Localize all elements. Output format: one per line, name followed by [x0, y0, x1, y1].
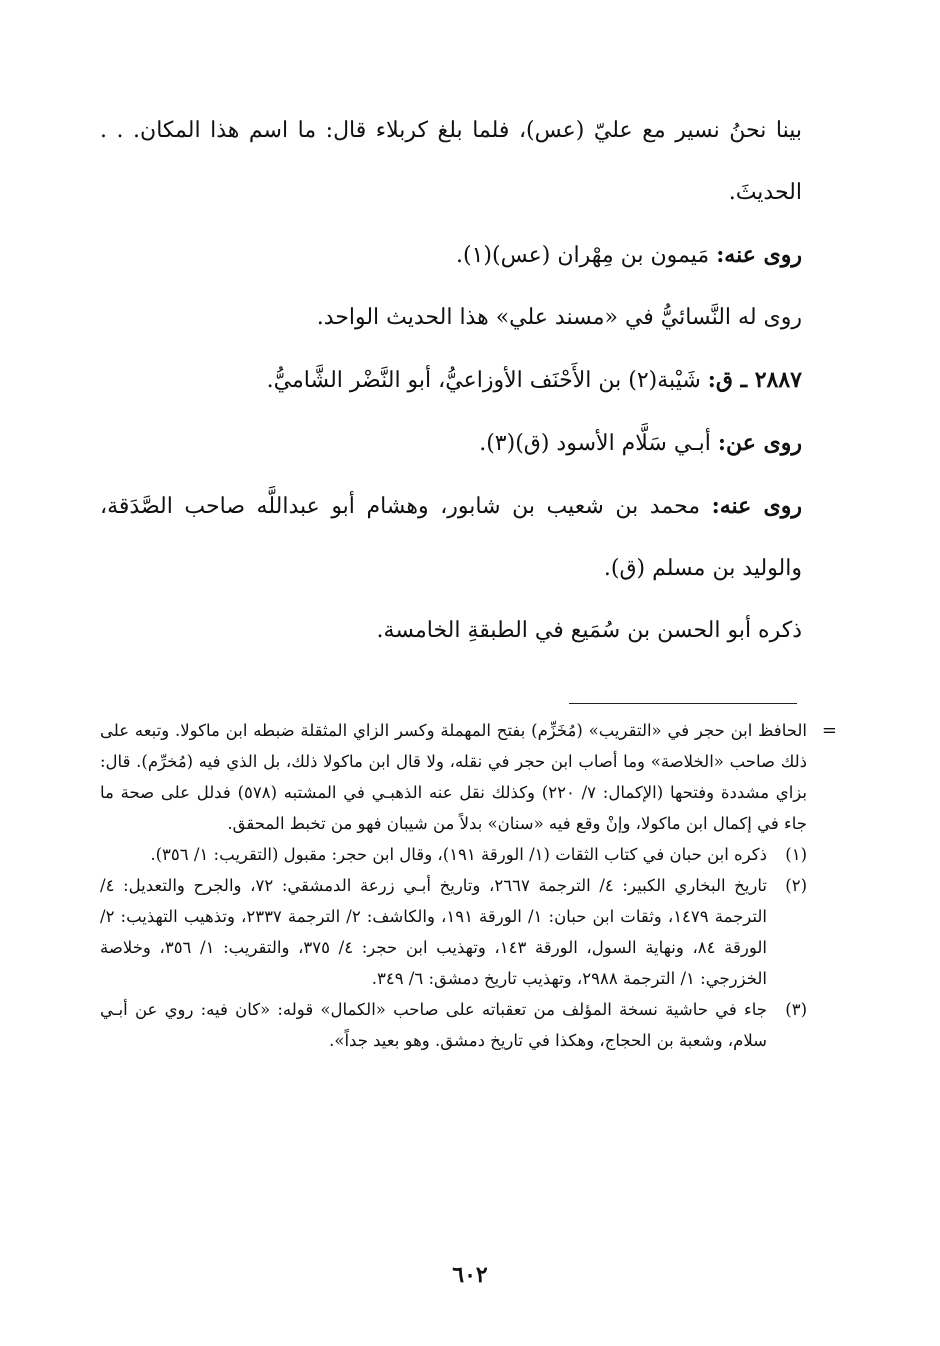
footnote-3-marker: (٣) — [785, 1000, 807, 1019]
entry-heading-text: شَيْبة(٢) بن الأَحْنَف الأوزاعيُّ، أبو النَّضْر الشَّاميُّ. — [266, 368, 701, 393]
paragraph-5-label: روى عن: — [717, 430, 802, 456]
footnote-separator — [569, 703, 797, 704]
entry-heading — [100, 349, 802, 412]
footnote-2-marker: (٢) — [785, 876, 807, 895]
main-text — [100, 100, 802, 662]
footnotes — [100, 715, 837, 1056]
page-number: ٦٠٢ — [452, 1262, 488, 1288]
paragraph-6-text: محمد بن شعيب بن شابور، وهشام أبو عبداللَّه صاحب الصَّدَقة، والوليد بن مسلم (ق). — [100, 494, 802, 581]
paragraph-5 — [100, 412, 802, 475]
paragraph-5-text: أبـي سَلَّام الأسود (ق)(٣). — [479, 431, 711, 456]
paragraph-6 — [100, 475, 802, 600]
paragraph-2-label: روى عنه: — [716, 242, 802, 268]
footnote-continuation — [100, 715, 807, 839]
footnote-1 — [100, 839, 807, 870]
footnote-continuation-text: الحافظ ابن حجر في «التقريب» (مُخَزِّم) بفتح المهملة وكسر الزاي المثقلة ضبطه ابن ماكولا. وتبعه على ذلك صاحب «الخلاصة» وما أصاب ابن حجر في نقله، ولا قال ابن ماكولا ذلك، بل الذي فيه (مُخرِّم). قال: بزاي مشددة وفتحها (الإكمال: ٧/ ٢٢٠) وكذلك نقل عنه الذهبـي في المشتبه (٥٧٨) فدلل على صحة ما جاء في إكمال ابن ماكولا، وإنْ وقع فيه «سنان» بدلاً من شيبان فهو من تخبط المحقق. — [100, 721, 808, 833]
footnote-3 — [100, 994, 807, 1056]
entry-number-label: ٢٨٨٧ ـ ق: — [707, 367, 802, 393]
paragraph-1 — [100, 100, 802, 224]
continuation-mark: = — [821, 720, 837, 741]
footnote-1-marker: (١) — [785, 845, 807, 864]
paragraph-7-text: ذكره أبو الحسن بن سُمَيع في الطبقةِ الخامسة. — [376, 618, 802, 643]
paragraph-3 — [100, 287, 802, 349]
paragraph-2-text: مَيمون بن مِهْران (عس)(١). — [456, 243, 710, 268]
footnote-1-text: ذكره ابن حبان في كتاب الثقات (١/ الورقة ١٩١)، وقال ابن حجر: مقبول (التقريب: ١/ ٣٥٦). — [150, 845, 767, 864]
paragraph-6-label: روى عنه: — [711, 493, 802, 519]
paragraph-2 — [100, 224, 802, 287]
footnote-2 — [100, 870, 807, 994]
paragraph-3-text: روى له النَّسائيُّ في «مسند علي» هذا الحديث الواحد. — [316, 305, 802, 330]
paragraph-1-text: بينا نحنُ نسير مع عليّ (عس)، فلما بلغ كربلاء قال: ما اسم هذا المكان. . . الحديثَ. — [100, 118, 802, 205]
paragraph-7 — [100, 600, 802, 662]
footnote-2-text: تاريخ البخاري الكبير: ٤/ الترجمة ٢٦٦٧، وتاريخ أبـي زرعة الدمشقي: ٧٢، والجرح والتعديل: ٤/ الترجمة ١٤٧٩، وثقات ابن حبان: ١/ الورقة ١٩١، والكاشف: ٢/ الترجمة ٢٣٣٧، وتذهيب التهذيب: ٢/ الورقة ٨٤، ونهاية السول، الورقة ١٤٣، وتهذيب ابن حجر: ٤/ ٣٧٥، والتقريب: ١/ ٣٥٦، وخلاصة الخزرجي: ١/ الترجمة ٢٩٨٨، وتهذيب تاريخ دمشق: ٦/ ٣٤٩. — [100, 876, 768, 988]
footnote-3-text: جاء في حاشية نسخة المؤلف من تعقباته على صاحب «الكمال» قوله: «كان فيه: روي عن أبـي سلام، وشعبة بن الحجاج، وهكذا في تاريخ دمشق. وهو بعيد جداً». — [100, 1000, 767, 1050]
